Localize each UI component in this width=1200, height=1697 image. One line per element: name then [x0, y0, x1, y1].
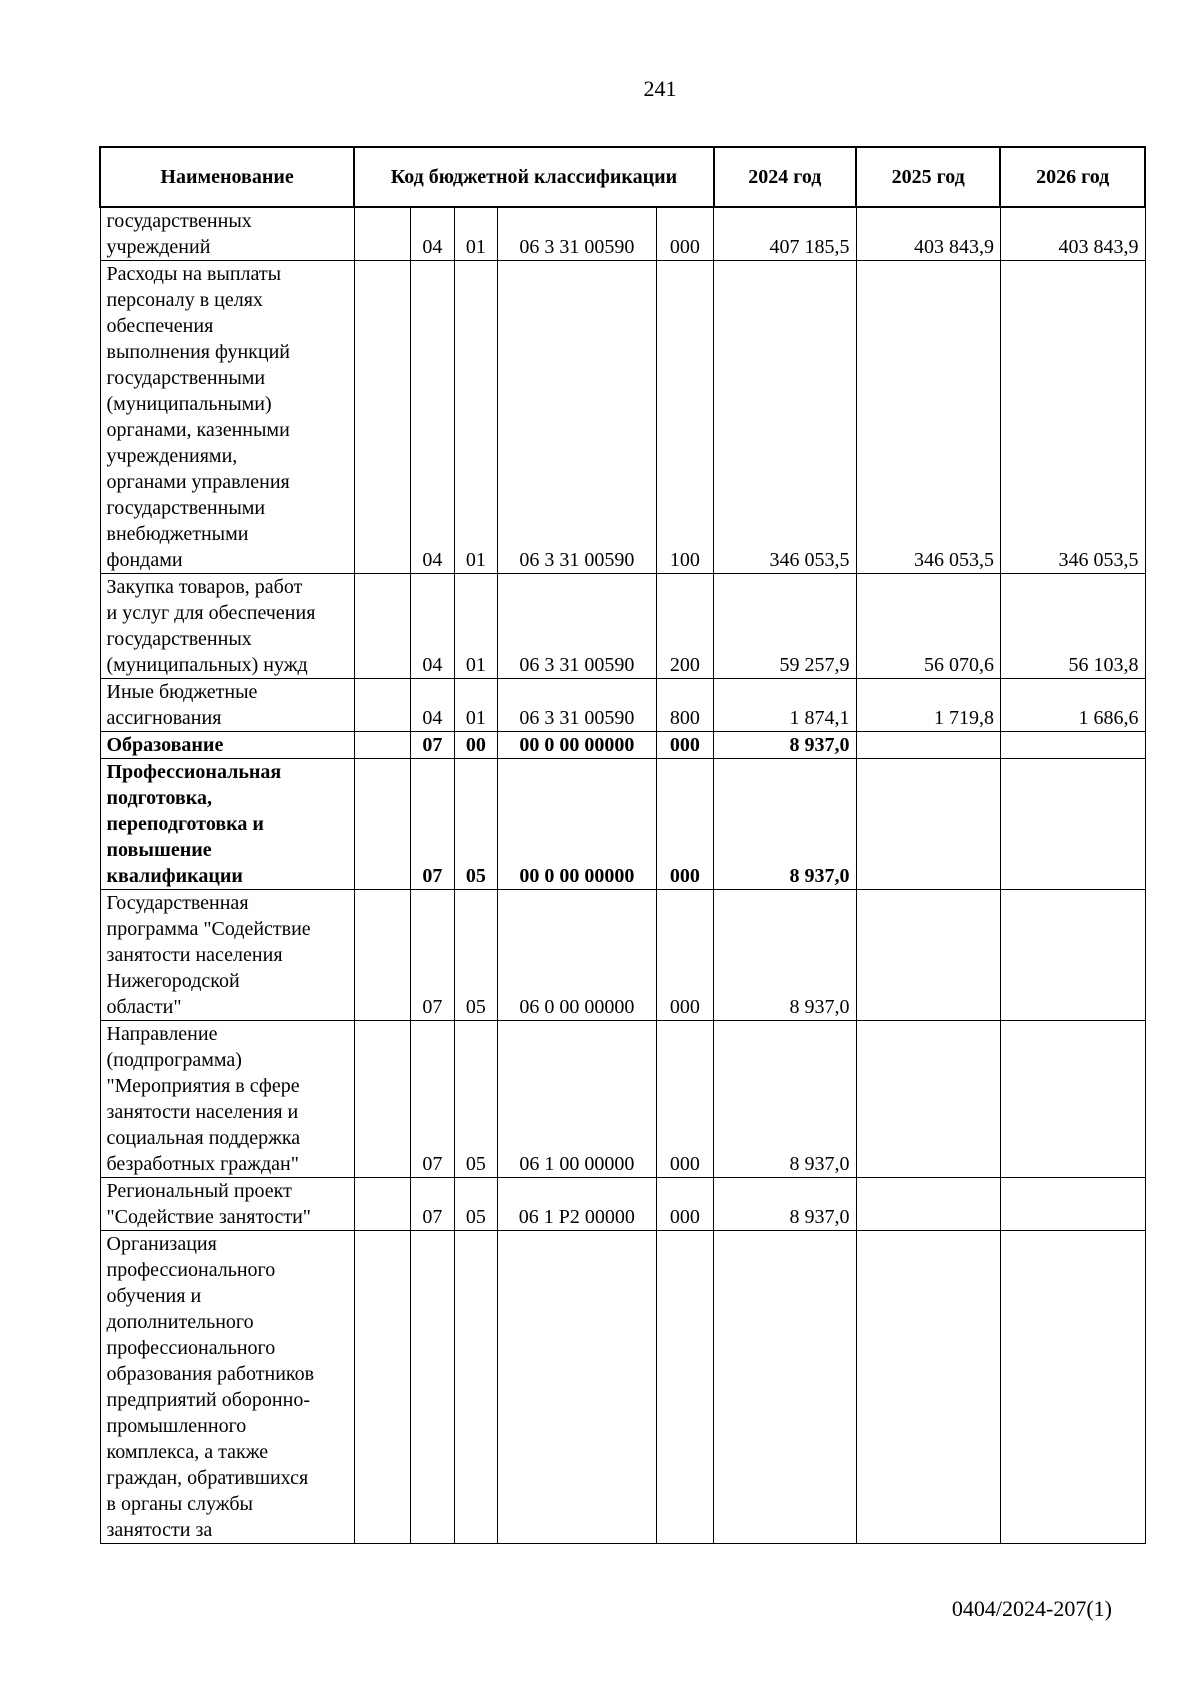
cell-name: государственных учреждений [100, 207, 354, 261]
cell-expense-type [656, 1231, 714, 1544]
cell-target-article: 06 3 31 00590 [498, 679, 657, 732]
cell-target-article: 06 3 31 00590 [498, 261, 657, 574]
cell-section: 07 [411, 759, 454, 890]
cell-blank [354, 1231, 410, 1544]
cell-expense-type: 100 [656, 261, 714, 574]
cell-2026: 346 053,5 [1000, 261, 1145, 574]
cell-subsection: 05 [454, 759, 497, 890]
cell-expense-type: 000 [656, 759, 714, 890]
cell-blank [354, 207, 410, 261]
cell-subsection: 01 [454, 207, 497, 261]
table-row [100, 679, 1145, 732]
cell-target-article [498, 1231, 657, 1544]
table-body [100, 207, 1145, 1544]
cell-target-article: 06 3 31 00590 [498, 574, 657, 679]
cell-subsection: 01 [454, 679, 497, 732]
cell-section: 04 [411, 574, 454, 679]
header-2026: 2026 год [1000, 147, 1145, 207]
table-row [100, 759, 1145, 890]
cell-2025 [856, 890, 1000, 1021]
cell-2025: 1 719,8 [856, 679, 1000, 732]
cell-expense-type: 000 [656, 1178, 714, 1231]
header-2024: 2024 год [714, 147, 856, 207]
cell-name: Иные бюджетные ассигнования [100, 679, 354, 732]
cell-2024: 59 257,9 [714, 574, 856, 679]
cell-2024: 8 937,0 [714, 1178, 856, 1231]
table-header-row [100, 147, 1145, 207]
cell-2026 [1000, 890, 1145, 1021]
table-row [100, 574, 1145, 679]
cell-target-article: 06 0 00 00000 [498, 890, 657, 1021]
cell-subsection: 05 [454, 890, 497, 1021]
cell-blank [354, 679, 410, 732]
cell-expense-type: 000 [656, 890, 714, 1021]
cell-blank [354, 1178, 410, 1231]
cell-2025 [856, 759, 1000, 890]
cell-2025 [856, 732, 1000, 759]
header-2025: 2025 год [856, 147, 1000, 207]
header-name: Наименование [100, 147, 354, 207]
cell-2024 [714, 1231, 856, 1544]
cell-name: Организация профессионального обучения и дополнительного профессионального образования работников предприятий оборонно- промышленного комплекса, а также граждан, обратившихся в органы службы занятости за [100, 1231, 354, 1544]
budget-table [99, 146, 1146, 1544]
cell-blank [354, 574, 410, 679]
cell-2024: 8 937,0 [714, 1021, 856, 1178]
cell-2026 [1000, 732, 1145, 759]
table-row [100, 732, 1145, 759]
cell-section: 07 [411, 732, 454, 759]
cell-2025: 403 843,9 [856, 207, 1000, 261]
cell-2025 [856, 1231, 1000, 1544]
table-row [100, 207, 1145, 261]
cell-blank [354, 261, 410, 574]
cell-section: 07 [411, 1021, 454, 1178]
cell-2026 [1000, 1231, 1145, 1544]
cell-subsection: 00 [454, 732, 497, 759]
page-number: 241 [643, 76, 677, 101]
cell-name: Государственная программа "Содействие занятости населения Нижегородской области" [100, 890, 354, 1021]
cell-2026 [1000, 1021, 1145, 1178]
cell-2025: 346 053,5 [856, 261, 1000, 574]
cell-2024: 346 053,5 [714, 261, 856, 574]
cell-2026: 1 686,6 [1000, 679, 1145, 732]
cell-subsection [454, 1231, 497, 1544]
cell-expense-type: 000 [656, 1021, 714, 1178]
cell-blank [354, 732, 410, 759]
cell-blank [354, 890, 410, 1021]
cell-target-article: 06 1 00 00000 [498, 1021, 657, 1178]
cell-subsection: 05 [454, 1021, 497, 1178]
cell-2026: 56 103,8 [1000, 574, 1145, 679]
cell-expense-type: 200 [656, 574, 714, 679]
cell-name: Расходы на выплаты персоналу в целях обеспечения выполнения функций государственными (муниципальными) органами, казенными учреждениями, органами управления государственными внебюджетными фондами [100, 261, 354, 574]
cell-2024: 8 937,0 [714, 759, 856, 890]
table-row [100, 1231, 1145, 1544]
cell-2024: 407 185,5 [714, 207, 856, 261]
table-row [100, 890, 1145, 1021]
cell-section: 04 [411, 207, 454, 261]
cell-section: 07 [411, 890, 454, 1021]
cell-expense-type: 000 [656, 207, 714, 261]
document-code: 0404/2024-207(1) [951, 1596, 1112, 1621]
cell-expense-type: 800 [656, 679, 714, 732]
cell-2026 [1000, 759, 1145, 890]
cell-2026 [1000, 1178, 1145, 1231]
cell-target-article: 06 1 P2 00000 [498, 1178, 657, 1231]
cell-subsection: 05 [454, 1178, 497, 1231]
cell-2024: 8 937,0 [714, 732, 856, 759]
cell-2025 [856, 1178, 1000, 1231]
cell-section: 04 [411, 679, 454, 732]
table-row [100, 1178, 1145, 1231]
cell-target-article: 00 0 00 00000 [498, 732, 657, 759]
cell-2025: 56 070,6 [856, 574, 1000, 679]
cell-blank [354, 1021, 410, 1178]
cell-section [411, 1231, 454, 1544]
header-code: Код бюджетной классификации [354, 147, 714, 207]
cell-target-article: 06 3 31 00590 [498, 207, 657, 261]
table-row [100, 261, 1145, 574]
cell-blank [354, 759, 410, 890]
cell-subsection: 01 [454, 574, 497, 679]
cell-name: Профессиональная подготовка, переподготовка и повышение квалификации [100, 759, 354, 890]
cell-section: 07 [411, 1178, 454, 1231]
cell-2026: 403 843,9 [1000, 207, 1145, 261]
cell-2025 [856, 1021, 1000, 1178]
table-row [100, 1021, 1145, 1178]
cell-expense-type: 000 [656, 732, 714, 759]
cell-2024: 1 874,1 [714, 679, 856, 732]
cell-target-article: 00 0 00 00000 [498, 759, 657, 890]
cell-name: Региональный проект "Содействие занятости" [100, 1178, 354, 1231]
cell-name: Направление (подпрограмма) "Мероприятия в сфере занятости населения и социальная поддержка безработных граждан" [100, 1021, 354, 1178]
cell-name: Образование [100, 732, 354, 759]
cell-2024: 8 937,0 [714, 890, 856, 1021]
cell-subsection: 01 [454, 261, 497, 574]
cell-section: 04 [411, 261, 454, 574]
cell-name: Закупка товаров, работ и услуг для обеспечения государственных (муниципальных) нужд [100, 574, 354, 679]
